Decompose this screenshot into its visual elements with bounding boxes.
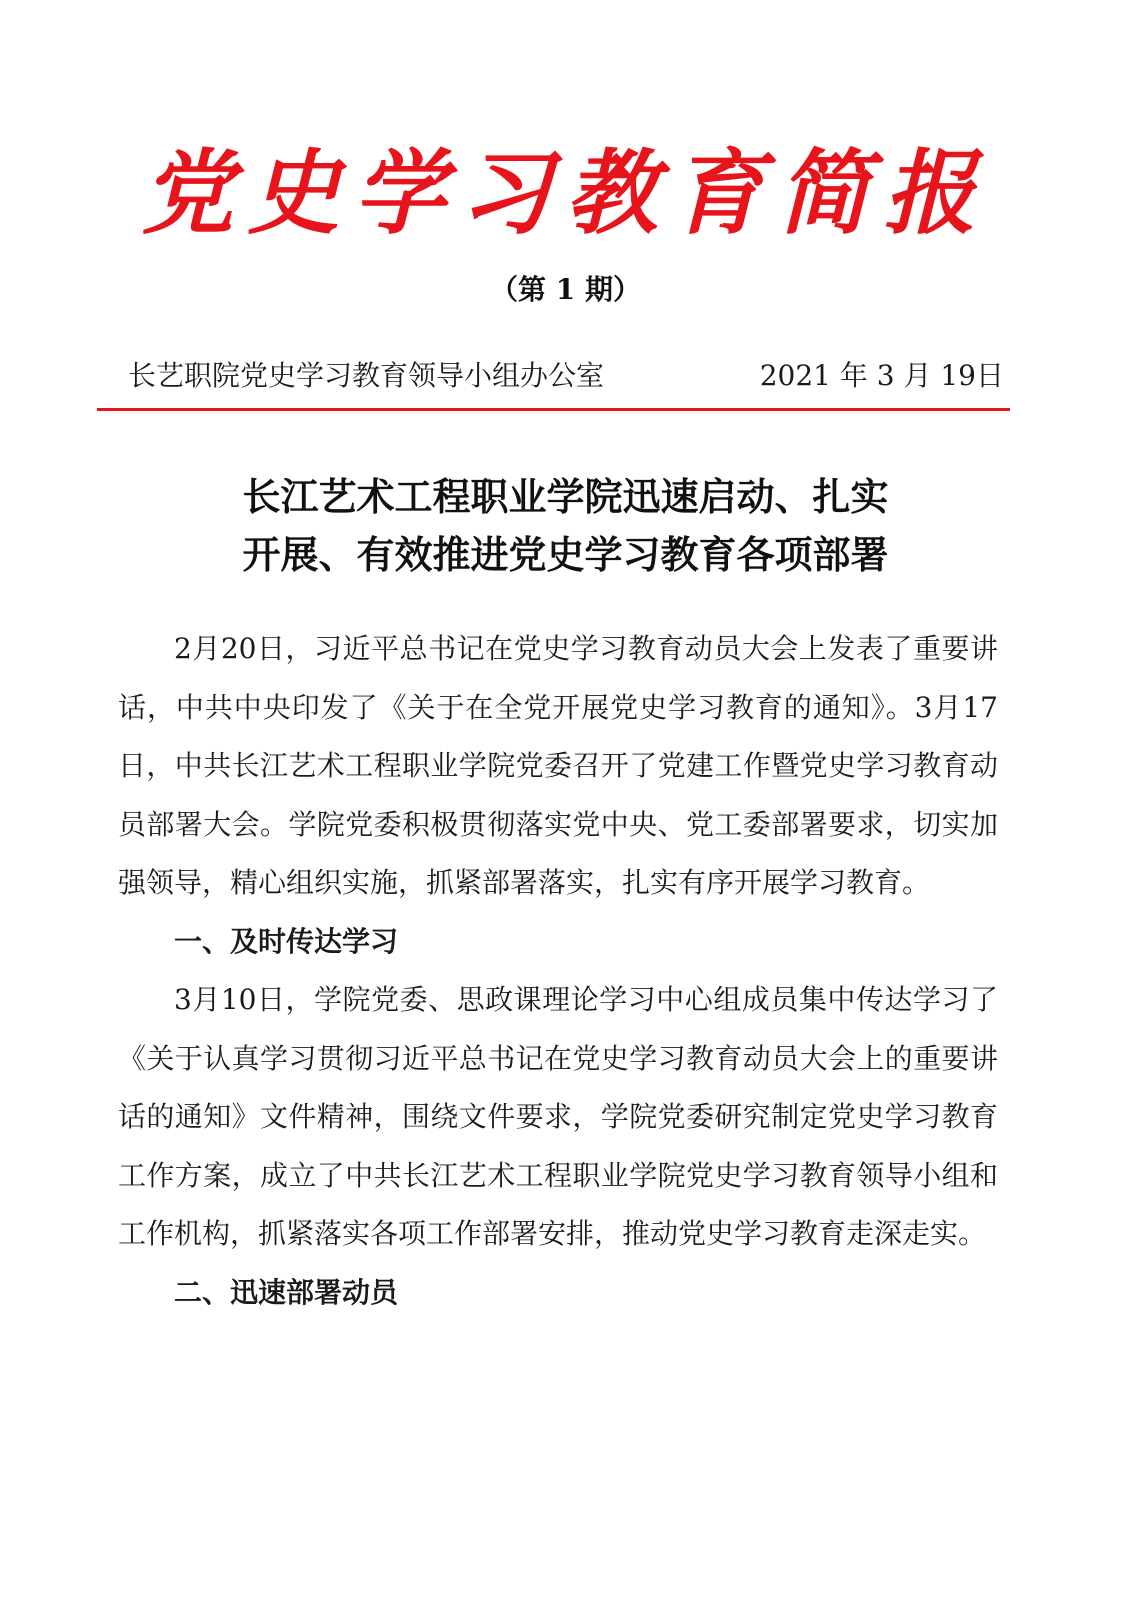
- paragraph-intro: 2月20日，习近平总书记在党史学习教育动员大会上发表了重要讲话，中共中央印发了《关于在全党开展党史学习教育的通知》。3月17日，中共长江艺术工程职业学院党委召开了党建工作暨党史学习教育动员部署大会。学院党委积极贯彻落实党中央、党工委部署要求，切实加强领导，精心组织实施，抓紧部署落实，扎实有序开展学习教育。: [118, 632, 998, 899]
- paragraph-section-1: 3月10日，学院党委、思政课理论学习中心组成员集中传达学习了《关于认真学习贯彻习近平总书记在党史学习教育动员大会上的重要讲话的通知》文件精神，围绕文件要求，学院党委研究制定党史学习教育工作方案，成立了中共长江艺术工程职业学院党史学习教育领导小组和工作机构，抓紧落实各项工作部署安排，推动党史学习教育走深走实。: [118, 983, 998, 1250]
- section-heading-2: 二、迅速部署动员: [174, 1275, 399, 1309]
- headline-line-2: 开展、有效推进党史学习教育各项部署: [242, 532, 889, 577]
- issue-number: （第 1 期）: [490, 273, 641, 306]
- issuer-name: 长艺职院党史学习教育领导小组办公室: [128, 359, 605, 392]
- section-heading-1: 一、及时传达学习: [174, 924, 399, 958]
- newsletter-title: 党史学习教育简报: [141, 139, 990, 247]
- red-divider: [97, 408, 1010, 411]
- article-headline: [0, 468, 1131, 584]
- article-body: [118, 620, 998, 1322]
- headline-line-1: 长江艺术工程职业学院迅速启动、扎实: [242, 474, 889, 519]
- publication-info: [128, 356, 1004, 396]
- publication-date: 2021 年 3 月 19日: [759, 359, 1004, 392]
